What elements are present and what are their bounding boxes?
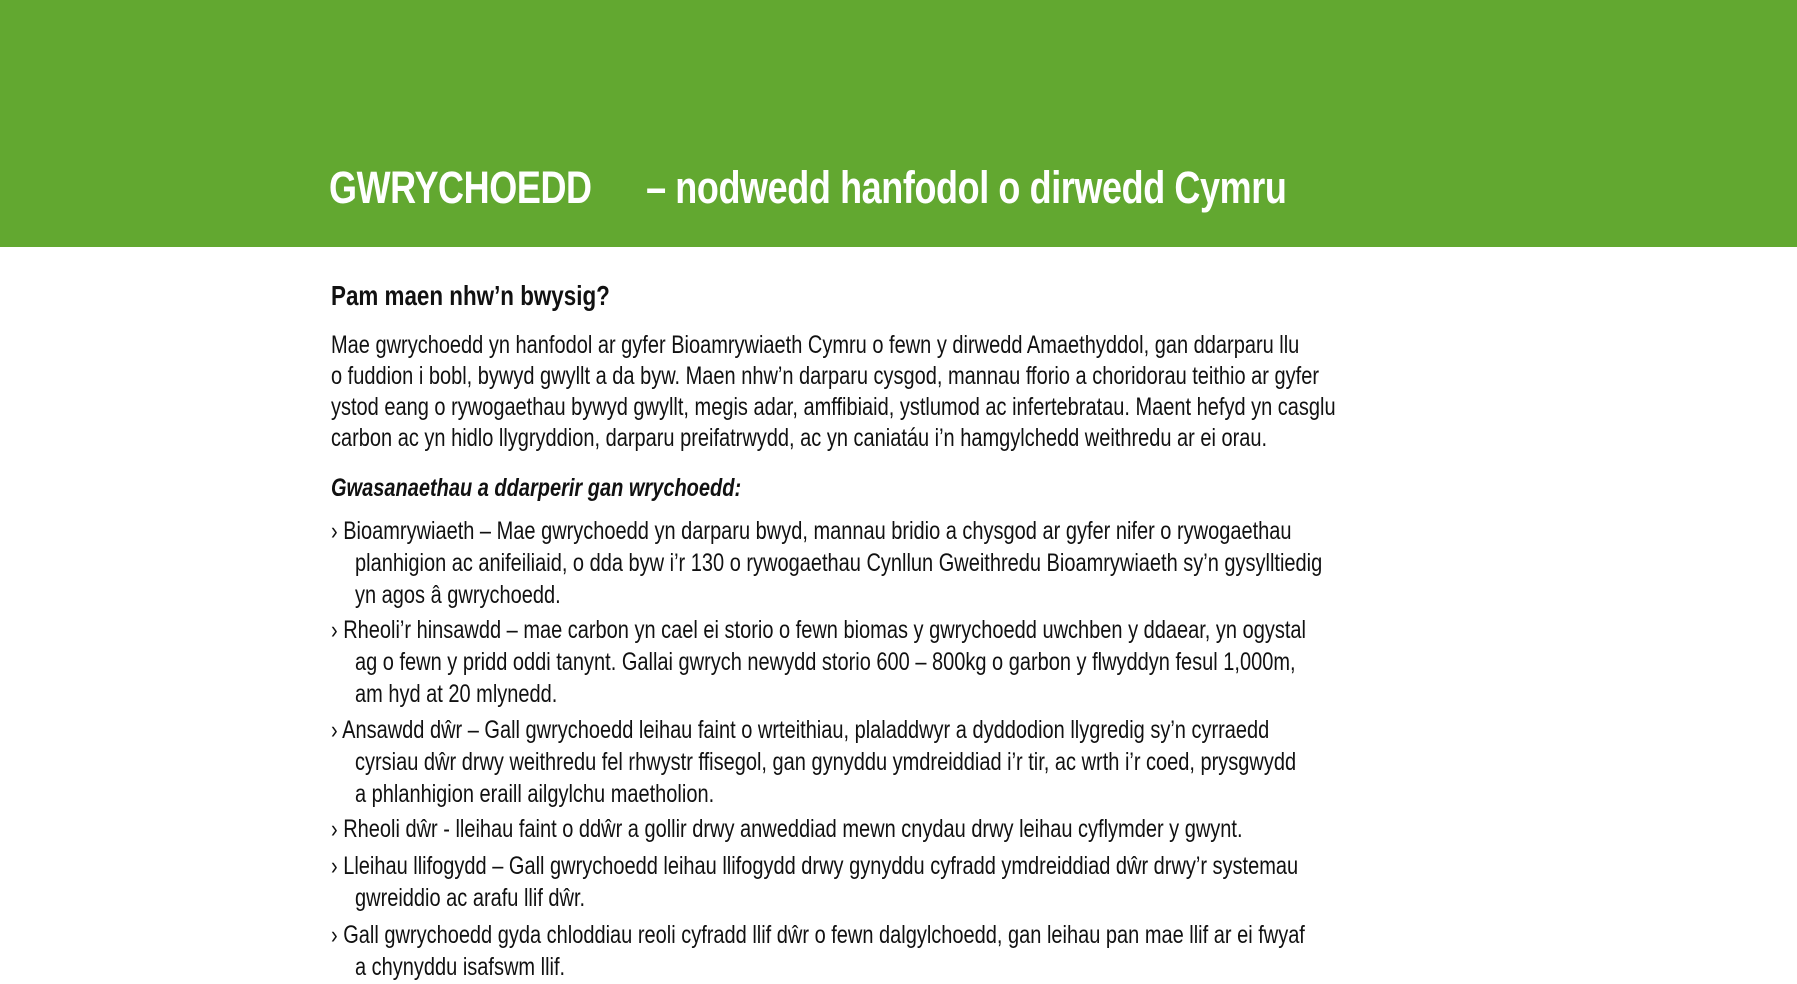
bullet-line: a chynyddu isafswm llif.	[355, 953, 566, 981]
bullet-line: › Ansawdd dŵr – Gall gwrychoedd leihau faint o wrteithiau, plaladdwyr a dyddodion llygredig sy’n cyrraedd	[331, 716, 1270, 744]
services-heading: Gwasanaethau a ddarperir gan wrychoedd:	[331, 474, 742, 502]
bullet-line: › Bioamrywiaeth – Mae gwrychoedd yn darparu bwyd, mannau bridio a chysgod ar gyfer nifer o rywogaethau	[331, 517, 1292, 545]
bullet-flood-reduction	[331, 850, 1298, 914]
intro-line: ystod eang o rywogaethau bywyd gwyllt, megis adar, amffibiaid, ystlumod ac infertebratau. Maent hefyd yn casglu	[331, 393, 1336, 421]
bullet-line: planhigion ac anifeiliaid, o dda byw i’r 130 o rywogaethau Cynllun Gweithredu Bioamrywiaeth sy’n gysylltiedig	[355, 549, 1323, 577]
bullet-line: cyrsiau dŵr drwy weithredu fel rhwystr ffisegol, gan gynyddu ymdreiddiad i’r tir, ac wrth i’r coed, prysgwydd	[355, 748, 1297, 776]
bullet-line: a phlanhigion eraill ailgylchu maetholion.	[355, 780, 715, 808]
intro-line: carbon ac yn hidlo llygryddion, darparu preifatrwydd, ac yn caniatáu i’n hamgylchedd weithredu ar ei orau.	[331, 424, 1268, 452]
bullet-line: › Lleihau llifogydd – Gall gwrychoedd leihau llifogydd drwy gynyddu cyfradd ymdreiddiad dŵr drwy’r systemau	[331, 852, 1299, 880]
bullet-line: › Gall gwrychoedd gyda chloddiau reoli cyfradd llif dŵr o fewn dalgylchoedd, gan leihau pan mae llif ar ei fwyaf	[331, 921, 1305, 949]
bullet-line: ag o fewn y pridd oddi tanynt. Gallai gwrych newydd storio 600 – 800kg o garbon y flwyddyn fesul 1,000m,	[355, 648, 1296, 676]
title-subtitle: – nodwedd hanfodol o dirwedd Cymru	[646, 162, 1287, 213]
bullet-line: gwreiddio ac arafu llif dŵr.	[355, 884, 586, 912]
intro-line: Mae gwrychoedd yn hanfodol ar gyfer Bioamrywiaeth Cymru o fewn y dirwedd Amaethyddol, gan ddarparu llu	[331, 331, 1300, 359]
bullet-flow-control	[331, 919, 1305, 983]
intro-paragraph	[331, 330, 1336, 454]
bullet-line: › Rheoli dŵr - lleihau faint o ddŵr a gollir drwy anweddiad mewn cnydau drwy leihau cyflymder y gwynt.	[331, 815, 1243, 843]
page-title	[329, 162, 1286, 214]
bullet-water-management	[331, 813, 1243, 845]
bullet-line: yn agos â gwrychoedd.	[355, 581, 561, 609]
bullet-line: › Rheoli’r hinsawdd – mae carbon yn cael ei storio o fewn biomas y gwrychoedd uwchben y ddaear, yn ogystal	[331, 616, 1306, 644]
bullet-climate	[331, 614, 1306, 710]
bullet-water-quality	[331, 714, 1296, 810]
section-heading: Pam maen nhw’n bwysig?	[331, 280, 610, 311]
intro-line: o fuddion i bobl, bywyd gwyllt a da byw. Maen nhw’n darparu cysgod, mannau fforio a choridorau teithio ar gyfer	[331, 362, 1319, 390]
bullet-line: am hyd at 20 mlynedd.	[355, 680, 558, 708]
title-main: GWRYCHOEDD	[329, 162, 592, 213]
bullet-biodiversity	[331, 515, 1322, 611]
